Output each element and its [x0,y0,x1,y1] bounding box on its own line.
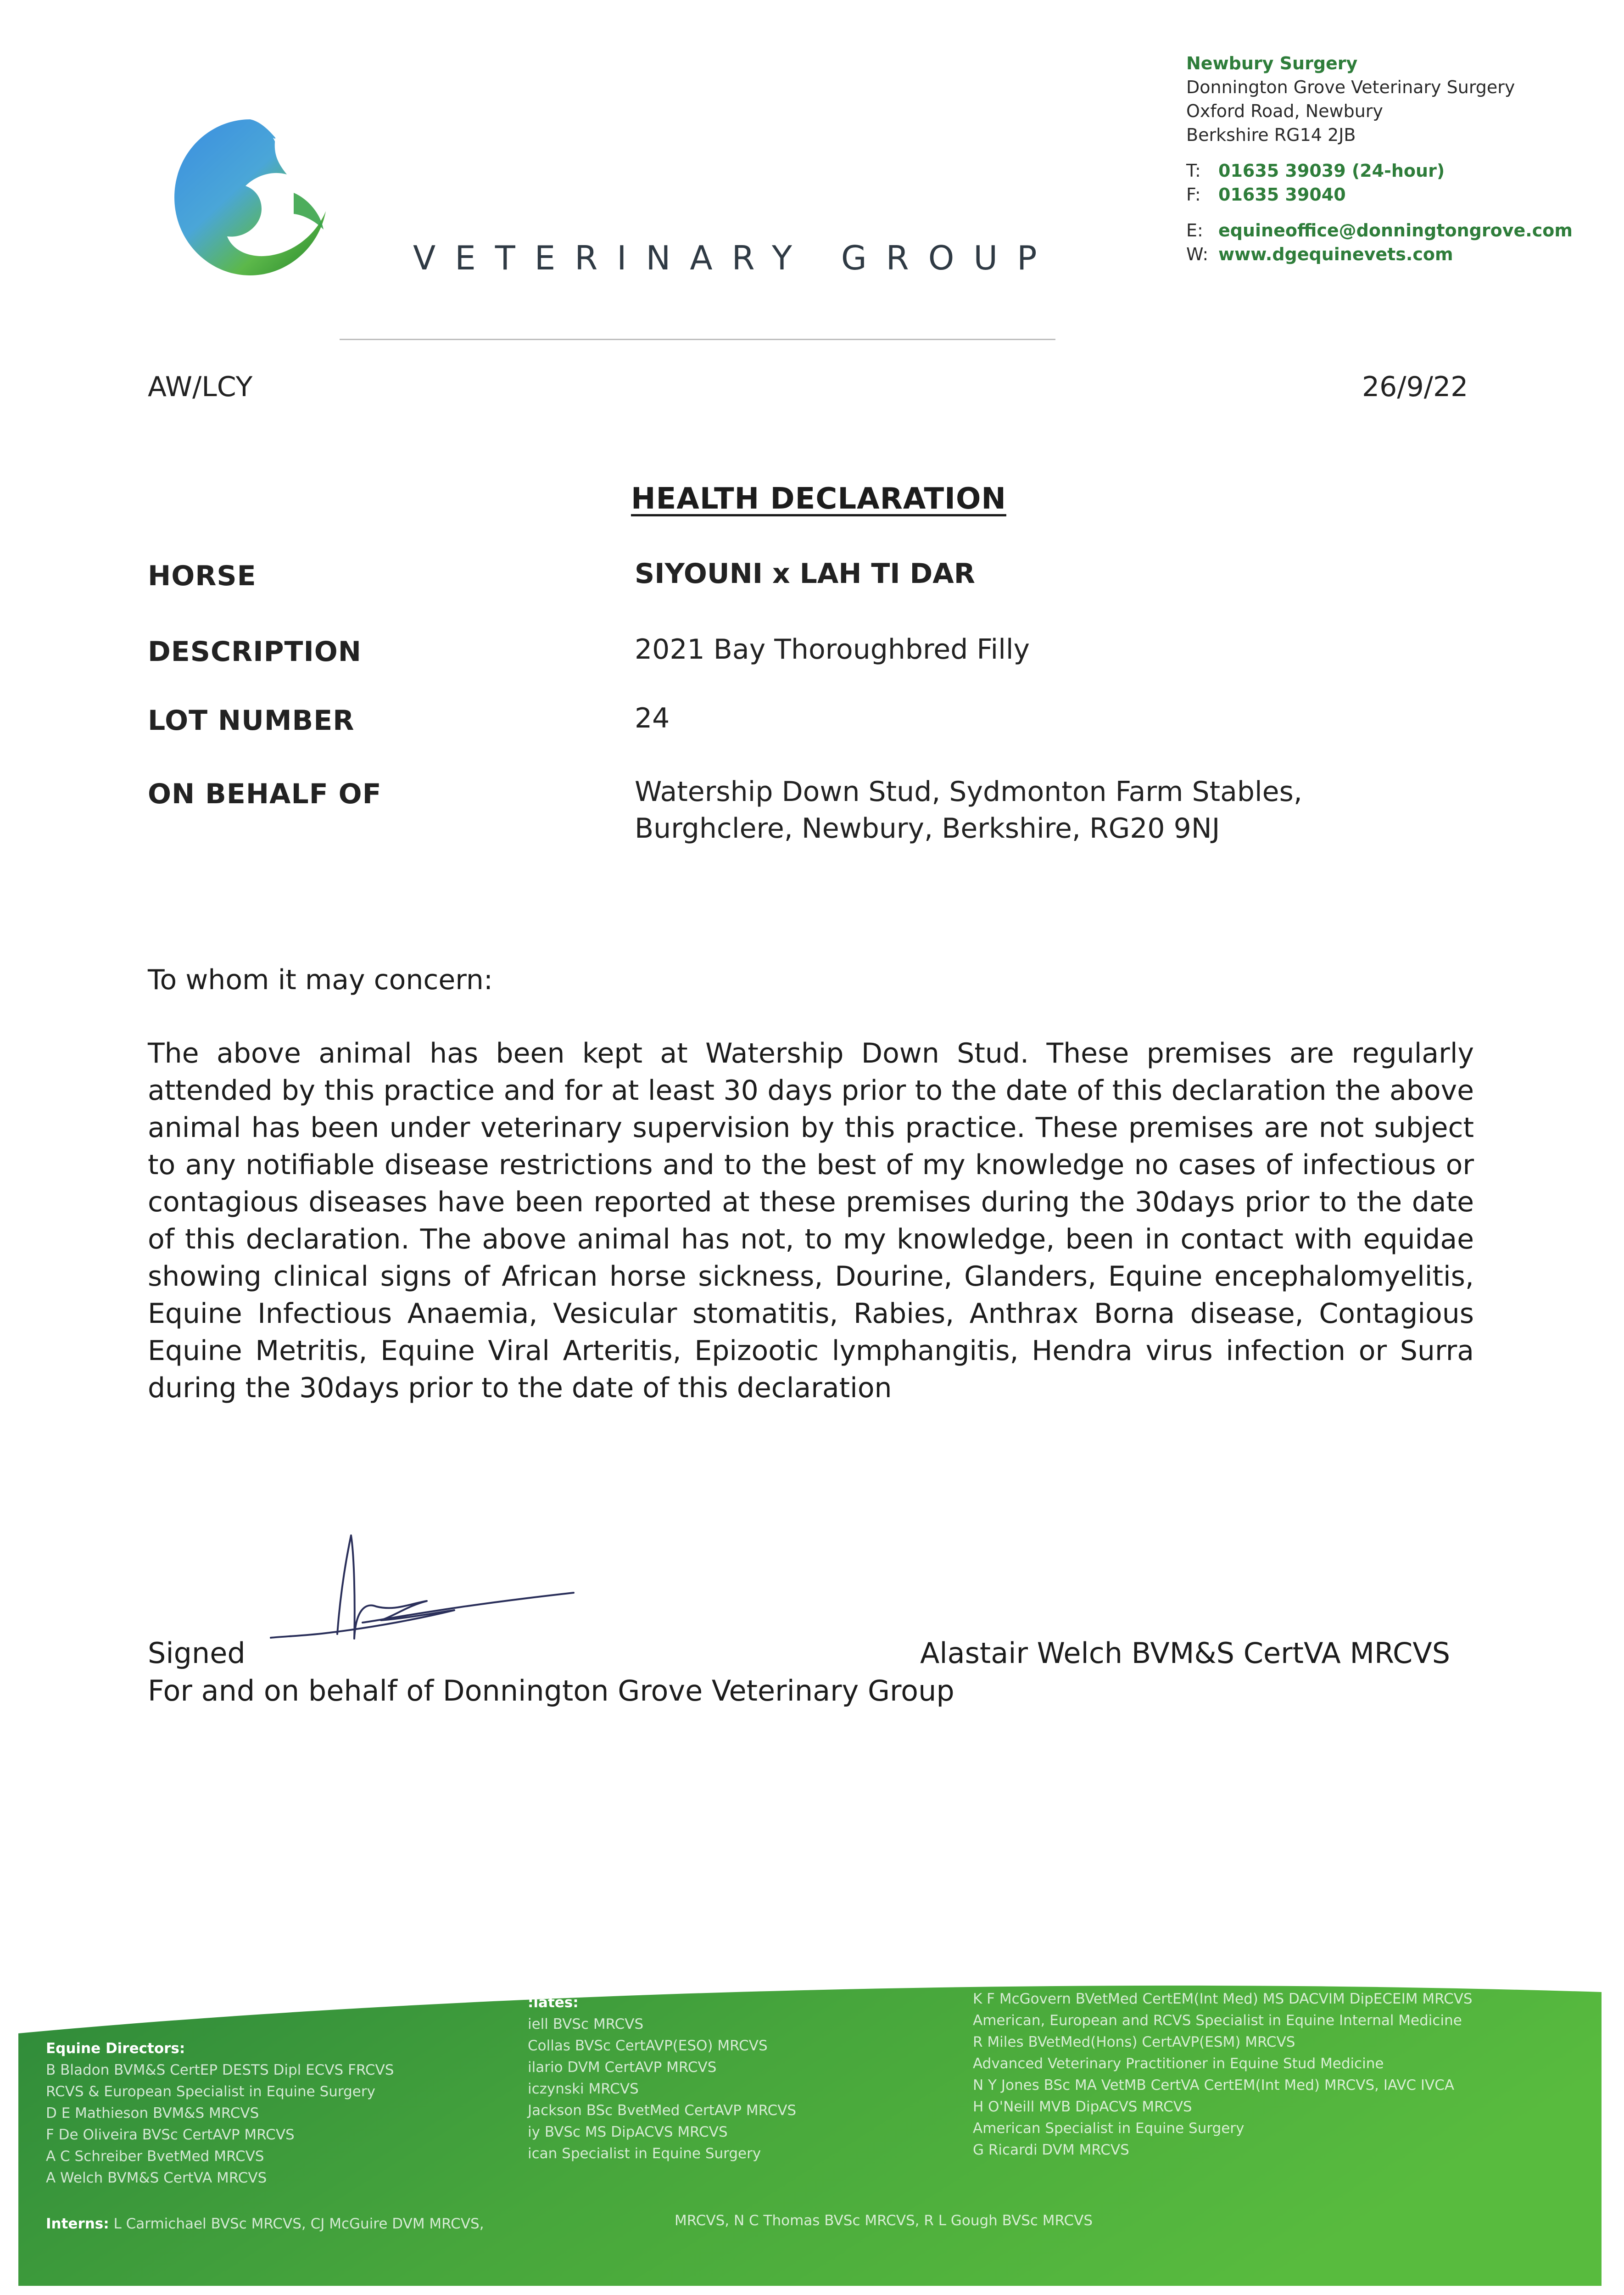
phone-label: T: [1186,161,1201,181]
footer-interns [46,2213,484,2235]
surgery-contact-block [1186,51,1573,266]
veterinary-group-logo-icon [163,110,337,285]
web-link[interactable]: www.dgequinevets.com [1218,244,1453,264]
associate-line: K F McGovern BVetMed CertEM(Int Med) MS DACVIM DipECEIM MRCVS [973,1991,1473,2007]
web-row [1186,242,1573,266]
fax-label: F: [1186,185,1201,205]
associate-line: Advanced Veterinary Practitioner in Equine Stud Medicine [973,2055,1384,2072]
director-line: D E Mathieson BVM&S MRCVS [46,2105,259,2121]
associates-heading: :iates: [528,1994,579,2011]
address-line: Donnington Grove Veterinary Surgery [1186,77,1515,97]
address-line: Oxford Road, Newbury [1186,101,1383,121]
on-behalf-line: Burghclere, Newbury, Berkshire, RG20 9NJ [635,812,1220,845]
director-line: RCVS & European Specialist in Equine Surgery [46,2083,375,2100]
on-behalf-value [635,773,1302,847]
phone-number: 01635 39039 (24-hour) [1218,161,1445,181]
associate-line: American Specialist in Equine Surgery [973,2120,1245,2137]
associate-line: iell BVSc MRCVS [528,2016,644,2032]
email-link[interactable]: equineoffice@donningtongrove.com [1218,220,1573,241]
associate-line: Jackson BSc BvetMed CertAVP MRCVS [528,2102,797,2119]
associate-line: Collas BVSc CertAVP(ESO) MRCVS [528,2038,768,2054]
signed-label: Signed [148,1636,246,1670]
footer-interns-cont: MRCVS, N C Thomas BVSc MRCVS, R L Gough BVSc MRCVS [675,2212,1093,2229]
interns-label: Interns: [46,2216,109,2232]
director-line: B Bladon BVM&S CertEP DESTS Dipl ECVS FRCVS [46,2062,394,2078]
header-divider [340,339,1055,340]
associate-line: ilario DVM CertAVP MRCVS [528,2059,717,2076]
web-label: W: [1186,244,1209,264]
declaration-body: The above animal has been kept at Watership Down Stud. These premises are regularly attended by this practice and for at least 30 days prior to the date of this declaration the above animal has been under veterinary supervision by this practice. These premises are not subject to any notifiable disease restrictions and to the best of my knowledge no cases of infectious or contagious diseases have been reported at these premises during the 30days prior to the date of this declaration. The above animal has not, to my knowledge, been in contact with equidae showing clinical signs of African horse sickness, Dourine, Glanders, Equine encephalomyelitis, Equine Infectious Anaemia, Vesicular stomatitis, Rabies, Anthrax Borna disease, Contagious Equine Metritis, Equine Viral Arteritis, Epizootic lymphangitis, Hendra virus infection or Surra during the 30days prior to the date of this declaration [148,1037,1474,1404]
description-value: 2021 Bay Thoroughbred Filly [635,633,1030,666]
director-line: A Welch BVM&S CertVA MRCVS [46,2170,267,2186]
reference-code: AW/LCY [148,371,253,403]
interns-list: L Carmichael BVSc MRCVS, CJ McGuire DVM MRCVS, [113,2216,484,2232]
signer-name: Alastair Welch BVM&S CertVA MRCVS [920,1636,1451,1670]
associate-line: N Y Jones BSc MA VetMB CertVA CertEM(Int Med) MRCVS, IAVC IVCA [973,2077,1455,2093]
footer-directors [46,2038,394,2189]
horse-label: HORSE [148,560,257,592]
associate-line: iy BVSc MS DipACVS MRCVS [528,2124,728,2140]
director-line: F De Oliveira BVSc CertAVP MRCVS [46,2127,295,2143]
group-name: VETERINARY GROUP [413,239,1056,277]
associate-line: American, European and RCVS Specialist in Equine Internal Medicine [973,2012,1462,2029]
greeting: To whom it may concern: [148,964,493,996]
surgery-name: Newbury Surgery [1186,53,1358,73]
associate-line: H O'Neill MVB DipACVS MRCVS [973,2099,1192,2115]
phone-row [1186,159,1573,183]
footer-associates [528,1992,796,2165]
horse-value: SIYOUNI x LAH TI DAR [635,558,975,590]
associate-line: R Miles BVetMed(Hons) CertAVP(ESM) MRCVS [973,2034,1295,2050]
on-behalf-label: ON BEHALF OF [148,778,382,810]
lot-number-value: 24 [635,702,670,734]
fax-row [1186,183,1573,207]
address-line: Berkshire RG14 2JB [1186,125,1356,145]
page-title: HEALTH DECLARATION [631,482,1006,516]
associate-line: ican Specialist in Equine Surgery [528,2145,761,2162]
letter-date: 26/9/22 [1362,371,1468,403]
on-behalf-line: Watership Down Stud, Sydmonton Farm Stables, [635,776,1302,808]
directors-heading: Equine Directors: [46,2040,185,2057]
on-behalf-statement: For and on behalf of Donnington Grove Veterinary Group [148,1674,954,1707]
fax-number: 01635 39040 [1218,185,1346,205]
director-line: A C Schreiber BvetMed MRCVS [46,2148,264,2165]
email-row [1186,218,1573,242]
email-label: E: [1186,220,1203,241]
associate-line: G Ricardi DVM MRCVS [973,2142,1129,2158]
footer-associates-col3 [973,1988,1473,2161]
associate-line: iczynski MRCVS [528,2081,639,2097]
handwritten-signature [257,1524,587,1662]
lot-number-label: LOT NUMBER [148,705,355,737]
description-label: DESCRIPTION [148,636,362,668]
